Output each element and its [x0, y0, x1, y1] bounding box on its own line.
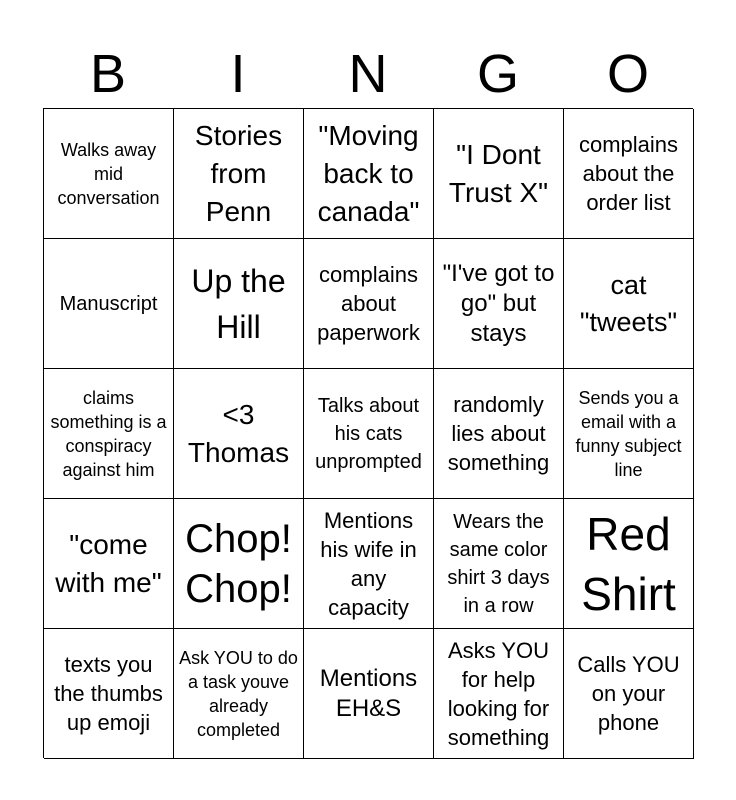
cell-text: Mentions his wife in any capacity [320, 507, 417, 620]
bingo-cell[interactable] [564, 109, 694, 239]
bingo-cell[interactable] [174, 499, 304, 629]
bingo-cell[interactable] [174, 109, 304, 239]
cell-text: Mentions EH&S [319, 664, 418, 722]
cell-text: texts you the thumbs up emoji [54, 652, 163, 735]
bingo-cell[interactable] [564, 499, 694, 629]
cell-text: "I Dont Trust X" [448, 138, 549, 208]
bingo-cell[interactable] [44, 239, 174, 369]
bingo-cell[interactable] [174, 629, 304, 759]
header-letter-n: N [348, 44, 388, 104]
bingo-cell[interactable] [44, 109, 174, 239]
bingo-cell[interactable] [174, 369, 304, 499]
cell-text: claims something is a conspiracy against him [50, 387, 167, 480]
bingo-cell[interactable] [564, 239, 694, 369]
cell-text: "I've got to go" but stays [442, 259, 555, 347]
cell-text: Sends you a email with a funny subject line [575, 387, 682, 480]
bingo-header [43, 40, 693, 108]
header-letter-o: O [606, 44, 649, 104]
bingo-cell[interactable] [434, 499, 564, 629]
cell-text: Calls YOU on your phone [577, 652, 680, 735]
cell-text: complains about paperwork [317, 262, 420, 345]
header-letter-i: I [230, 44, 246, 104]
bingo-cell[interactable] [564, 369, 694, 499]
bingo-cell[interactable] [44, 629, 174, 759]
bingo-cell[interactable] [434, 629, 564, 759]
cell-text: Red Shirt [581, 507, 676, 620]
header-letter-b: B [89, 44, 127, 104]
cell-text: Wears the same color shirt 3 days in a row [447, 510, 550, 617]
cell-text: Asks YOU for help looking for something [447, 637, 550, 750]
bingo-cell[interactable] [304, 499, 434, 629]
bingo-cell[interactable] [434, 239, 564, 369]
bingo-cell[interactable] [434, 369, 564, 499]
bingo-cell[interactable] [564, 629, 694, 759]
cell-text: <3 Thomas [187, 398, 290, 468]
cell-text: Ask YOU to do a task youve already completed [179, 647, 298, 740]
cell-text: "come with me" [55, 528, 162, 598]
bingo-cell[interactable] [174, 239, 304, 369]
bingo-cell[interactable] [304, 629, 434, 759]
cell-text: cat "tweets" [579, 269, 678, 337]
bingo-cell[interactable] [434, 109, 564, 239]
bingo-cell[interactable] [304, 369, 434, 499]
header-letter-g: G [476, 44, 519, 104]
bingo-cell[interactable] [44, 369, 174, 499]
cell-text: "Moving back to canada" [317, 119, 420, 227]
cell-text: randomly lies about something [447, 392, 550, 475]
cell-text: Up the Hill [191, 262, 286, 345]
cell-text: Stories from Penn [194, 119, 283, 227]
cell-text: Talks about his cats unprompted [315, 394, 422, 473]
cell-text: Manuscript [59, 292, 158, 315]
bingo-cell[interactable] [44, 499, 174, 629]
bingo-grid [43, 108, 693, 758]
cell-text: Walks away mid conversation [57, 139, 160, 208]
bingo-cell[interactable] [304, 239, 434, 369]
bingo-cell[interactable] [304, 109, 434, 239]
cell-text: Chop! Chop! [185, 516, 292, 611]
cell-text: complains about the order list [578, 132, 679, 215]
